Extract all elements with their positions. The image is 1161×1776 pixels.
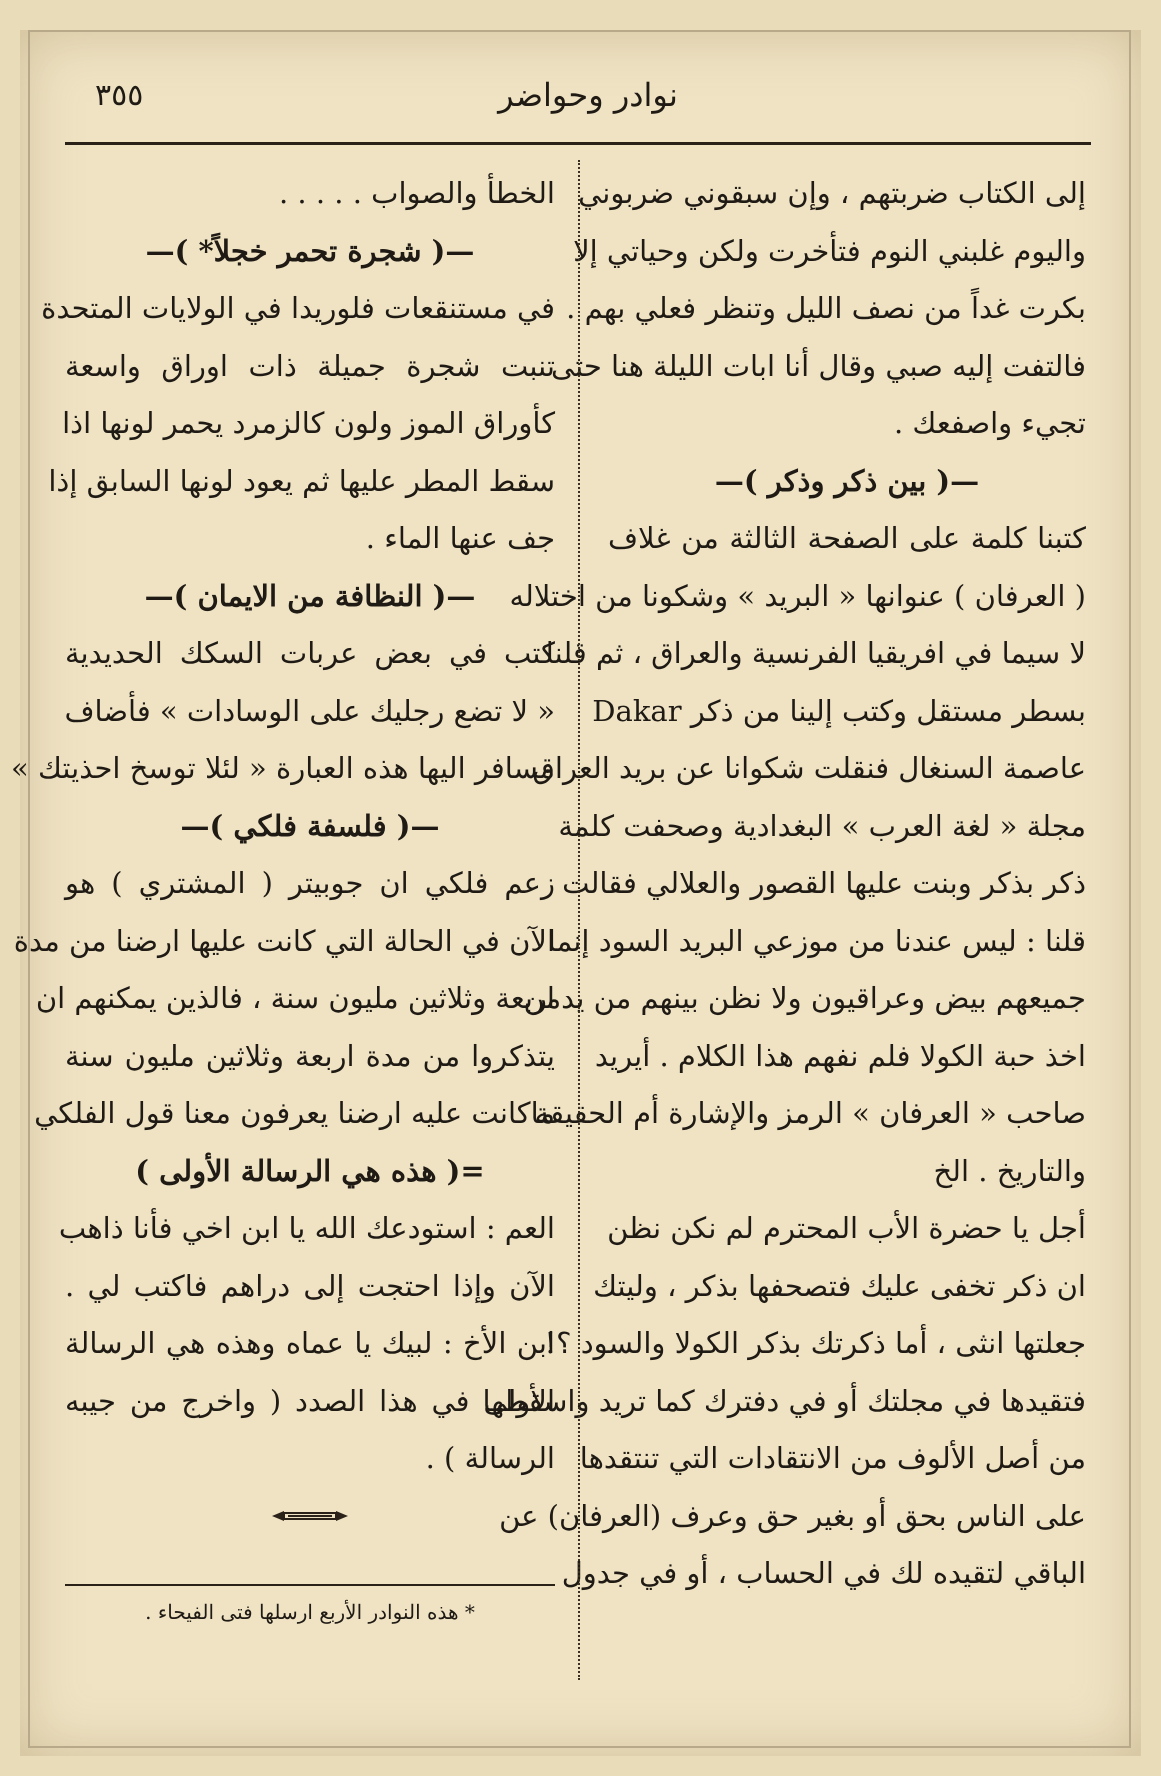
text-line: مسافر اليها هذه العبارة « لئلا توسخ احذيتك » [11, 751, 555, 785]
text-line: مجلة « لغة العرب » البغدادية وصحفت كلمة [558, 808, 1086, 843]
text-line: جف عنها الماء . [365, 521, 555, 555]
text-line: ماكانت عليه ارضنا يعرفون معنا قول الفلكي [34, 1096, 555, 1130]
footnote-rule [65, 1584, 555, 1586]
text-line: أجل يا حضرة الأب المحترم لم نكن نظن [607, 1211, 1086, 1245]
header-rule [65, 142, 1091, 145]
text-line: لا سيما في افريقيا الفرنسية والعراق ، ثم قلنا [545, 636, 1086, 670]
text-line: فالتفت إليه صبي وقال أنا ابات الليلة هنا حتى [550, 348, 1086, 383]
left-column [11, 165, 555, 1545]
running-title: نوادر وحواضر [498, 76, 678, 114]
text-line: صاحب « العرفان » الرمز والإشارة أم الحقيقة [534, 1096, 1086, 1130]
section-heading: —( فلسفة فلكي )— [180, 808, 440, 843]
text-line: كأوراق الموز ولون كالزمرد يحمر لونها اذا [62, 406, 555, 440]
text-line: كتبنا كلمة على الصفحة الثالثة من غلاف [608, 521, 1086, 555]
text-line: كتب في بعض عربات السكك الحديدية [65, 636, 555, 670]
text-line: ( العرفان ) عنوانها « البريد » وشكونا من اختلاله [509, 578, 1086, 613]
text-line: فتقيدها في مجلتك أو في دفترك كما تريد واسقطها [482, 1383, 1086, 1418]
page-number: ٣٥٥ [95, 78, 144, 113]
text-line: الخطأ والصواب . . . . . [278, 176, 555, 210]
section-end-ornament [65, 1488, 555, 1546]
text-line: بكرت غداً من نصف الليل وتنظر فعلي بهم . [566, 291, 1086, 325]
text-line: في مستنقعات فلوريدا في الولايات المتحدة [41, 291, 555, 325]
page-header [85, 68, 1091, 128]
text-line: والتاريخ . الخ [933, 1153, 1086, 1188]
text-line: جعلتها انثى ، أما ذكرتك بذكر الكولا والسود ؟! [544, 1326, 1086, 1360]
text-line: ذكر بذكر وبنت عليها القصور والعلالي فقالت [562, 866, 1086, 900]
footnote: * هذه النوادر الأربع ارسلها فتى الفيحاء . [145, 1600, 475, 1624]
text-line: من أصل الألوف من الانتقادات التي تنتقدها [579, 1441, 1086, 1475]
text-line: اخذ حبة الكولا فلم نفهم هذا الكلام . أيريد [594, 1038, 1086, 1073]
text-line: العم : استودعك الله يا ابن اخي فأنا ذاهب [58, 1211, 555, 1245]
text-line: جميعهم بيض وعراقيون ولا نظن بينهم من يدمن [523, 981, 1086, 1015]
text-line: ابن الأخ : لبيك يا عماه وهذه هي الرسالة [65, 1326, 555, 1360]
text-line: ان ذكر تخفى عليك فتصحفها بذكر ، وليتك [593, 1268, 1086, 1303]
text-line: إلى الكتاب ضربتهم ، وإن سبقوني ضربوني [578, 176, 1086, 210]
text-line: عاصمة السنغال فنقلت شكوانا عن بريد العراق [532, 751, 1086, 785]
text-line: زعم فلكي ان جوبيتر ( المشتري ) هو [65, 866, 555, 900]
text-line: تجيء واصفعك . [893, 406, 1086, 440]
text-line: الباقي لتقيده لك في الحساب ، أو في جدول [561, 1556, 1086, 1590]
text-line: يتذكروا من مدة اربعة وثلاثين مليون سنة [65, 1038, 555, 1073]
text-line: الرسالة ) . [425, 1441, 555, 1475]
text-line: اربعة وثلاثين مليون سنة ، فالذين يمكنهم ان [35, 981, 555, 1015]
text-line: بسطر مستقل وكتب إلينا من ذكر Dakar [592, 693, 1086, 728]
section-heading: —( شجرة تحمر خجلاً* )— [145, 233, 475, 268]
text-line: الآن في الحالة التي كانت عليها ارضنا من مدة [13, 923, 555, 958]
text-line: على الناس بحق أو بغير حق وعرف (العرفان) عن [499, 1498, 1086, 1533]
text-line: الأولى في هذا الصدد ( واخرج من جيبه [65, 1383, 555, 1418]
column-divider [578, 160, 580, 1680]
text-line: قلنا : ليس عندنا من موزعي البريد السود إنما [547, 923, 1086, 958]
text-line: « لا تضع رجليك على الوسادات » فأضاف [64, 693, 555, 728]
section-heading: —( النظافة من الايمان )— [144, 578, 476, 613]
text-line: سقط المطر عليها ثم يعود لونها السابق إذا [48, 463, 555, 498]
text-line: الآن وإذا احتجت إلى دراهم فاكتب لي . [65, 1268, 555, 1303]
text-line: تنبت شجرة جميلة ذات اوراق واسعة [65, 348, 555, 383]
text-line: واليوم غلبني النوم فتأخرت ولكن وحياتي إلا [573, 233, 1086, 268]
section-heading: =( هذه هي الرسالة الأولى ) [135, 1153, 485, 1188]
section-heading: —( بين ذكر وذكر )— [714, 463, 980, 498]
